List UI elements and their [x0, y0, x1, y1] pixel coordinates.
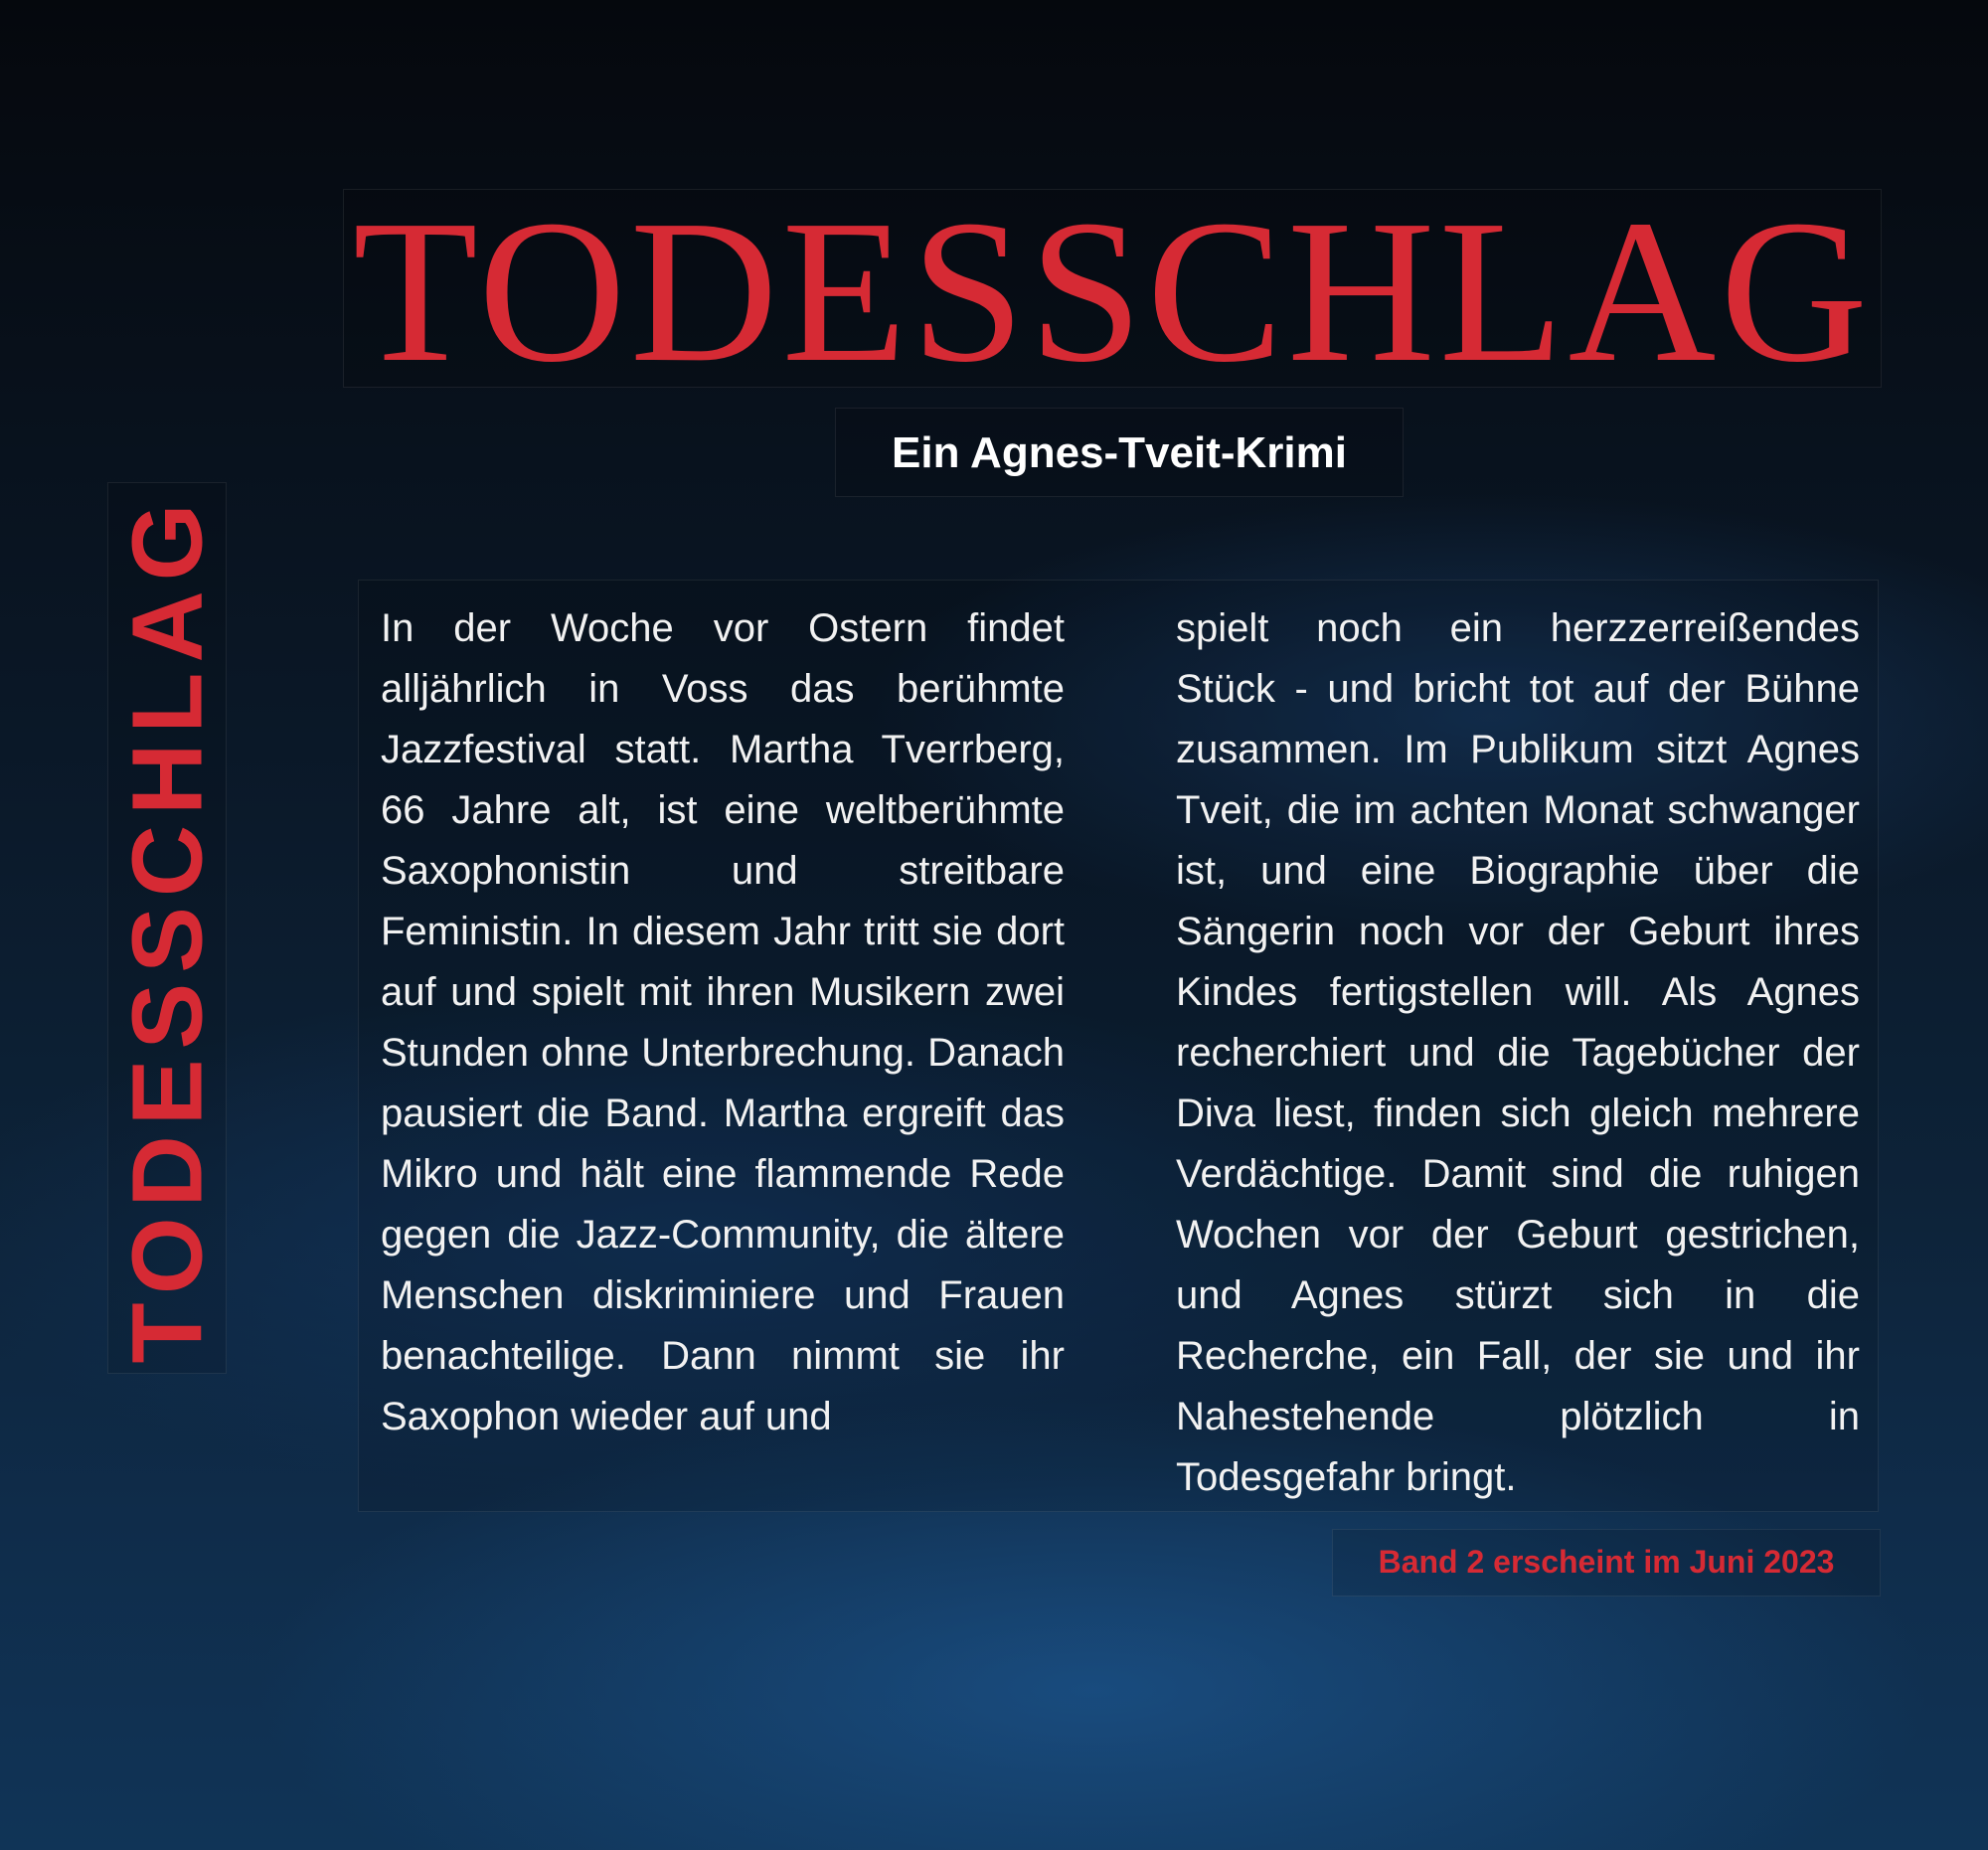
- release-note-panel: [1332, 1529, 1881, 1597]
- blurb-column-right: spielt noch ein herzzerreißendes Stück - und bricht tot auf der Bühne zusammen. Im Publikum sitzt Agnes Tveit, die im achten Monat schwanger ist, und eine Biographie über die Sängerin noch vor der Geburt ihres Kindes fertigstellen will. Als Agnes recherchiert und die Tagebücher der Diva liest, finden sich gleich mehrere Verdächtige. Damit sind die ruhigen Wochen vor der Geburt gestrichen, und Agnes stürzt sich in die Recherche, ein Fall, der sie und ihr Nahestehende plötzlich in Todesgefahr bringt.: [1176, 606, 1860, 1499]
- title-panel: [343, 177, 1882, 405]
- book-title: TODESSCHLAG: [352, 177, 1873, 405]
- blurb-panel: [358, 580, 1879, 1512]
- spine-panel: [107, 482, 227, 1374]
- release-note: Band 2 erscheint im Juni 2023: [1378, 1544, 1835, 1580]
- blurb-column-left: In der Woche vor Ostern findet alljährlich in Voss das berühmte Jazzfestival statt. Martha Tverrberg, 66 Jahre alt, ist eine weltberühmte Saxophonistin und streitbare Feministin. In diesem Jahr tritt sie dort auf und spielt mit ihren Musikern zwei Stunden ohne Unterbrechung. Danach pausiert die Band. Martha ergreift das Mikro und hält eine flammende Rede gegen die Jazz-Community, die ältere Menschen diskriminiere und Frauen benachteilige. Dann nimmt sie ihr Saxophon wieder auf und: [381, 606, 1065, 1438]
- subtitle-panel: [835, 408, 1404, 497]
- spine-title: TODESSCHLAG: [111, 493, 224, 1364]
- series-subtitle: Ein Agnes-Tveit-Krimi: [892, 428, 1347, 477]
